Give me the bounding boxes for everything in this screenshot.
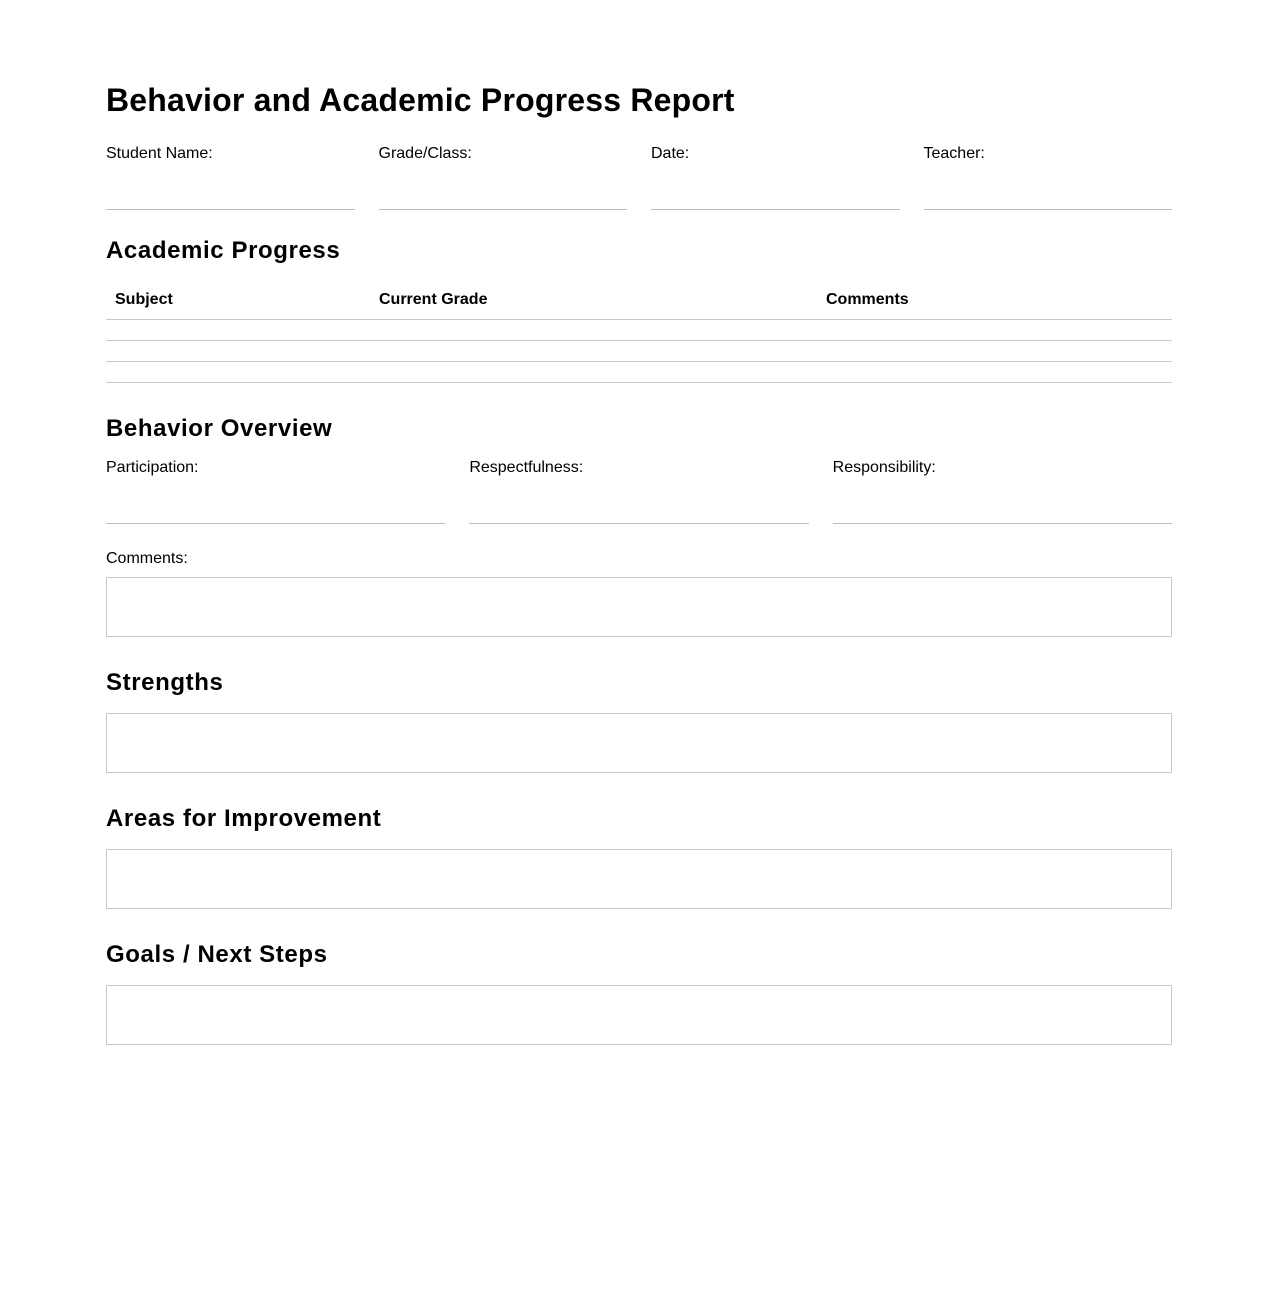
- column-header-current-grade: Current Grade: [370, 287, 817, 320]
- behavior-overview-heading: Behavior Overview: [106, 415, 333, 442]
- column-header-comments: Comments: [817, 287, 1172, 320]
- areas-for-improvement-heading: Areas for Improvement: [106, 805, 382, 832]
- date-label: Date:: [651, 145, 690, 162]
- grade-class-input[interactable]: [379, 187, 628, 210]
- participation-label: Participation:: [106, 459, 199, 476]
- respectfulness-input[interactable]: [469, 501, 808, 524]
- respectfulness-label: Respectfulness:: [469, 459, 584, 476]
- date-field: [651, 145, 900, 210]
- table-row: [106, 320, 1172, 341]
- student-name-label: Student Name:: [106, 145, 213, 162]
- grade-class-field: [379, 145, 628, 210]
- areas-for-improvement-box[interactable]: [106, 849, 1172, 909]
- table-header-row: [106, 287, 1172, 320]
- table-row: [106, 341, 1172, 362]
- goals-next-steps-heading: Goals / Next Steps: [106, 941, 328, 968]
- behavior-comments-label: Comments:: [106, 550, 188, 567]
- behavior-fields: [106, 459, 1172, 524]
- responsibility-input[interactable]: [833, 501, 1172, 524]
- student-name-field: [106, 145, 355, 210]
- grade-class-label: Grade/Class:: [378, 145, 472, 162]
- academic-progress-heading: Academic Progress: [106, 237, 341, 264]
- table-row: [106, 362, 1172, 383]
- column-header-subject: Subject: [106, 287, 370, 320]
- responsibility-label: Responsibility:: [832, 459, 936, 476]
- current-grade-cell[interactable]: [370, 320, 817, 341]
- academic-progress-table: [106, 287, 1172, 383]
- strengths-box[interactable]: [106, 713, 1172, 773]
- subject-cell[interactable]: [106, 362, 370, 383]
- respectfulness-field: [469, 459, 808, 524]
- current-grade-cell[interactable]: [370, 362, 817, 383]
- subject-cell[interactable]: [106, 341, 370, 362]
- teacher-field: [924, 145, 1173, 210]
- responsibility-field: [833, 459, 1172, 524]
- teacher-input[interactable]: [924, 187, 1173, 210]
- participation-field: [106, 459, 445, 524]
- comments-cell[interactable]: [817, 362, 1172, 383]
- teacher-label: Teacher:: [923, 145, 985, 162]
- subject-cell[interactable]: [106, 320, 370, 341]
- goals-next-steps-box[interactable]: [106, 985, 1172, 1045]
- comments-cell[interactable]: [817, 341, 1172, 362]
- behavior-comments-box[interactable]: [106, 577, 1172, 637]
- header-fields: [106, 145, 1172, 210]
- date-input[interactable]: [651, 187, 900, 210]
- student-name-input[interactable]: [106, 187, 355, 210]
- participation-input[interactable]: [106, 501, 445, 524]
- report-title: Behavior and Academic Progress Report: [106, 82, 735, 118]
- current-grade-cell[interactable]: [370, 341, 817, 362]
- strengths-heading: Strengths: [106, 669, 224, 696]
- comments-cell[interactable]: [817, 320, 1172, 341]
- academic-progress-table-wrap: [106, 287, 1172, 383]
